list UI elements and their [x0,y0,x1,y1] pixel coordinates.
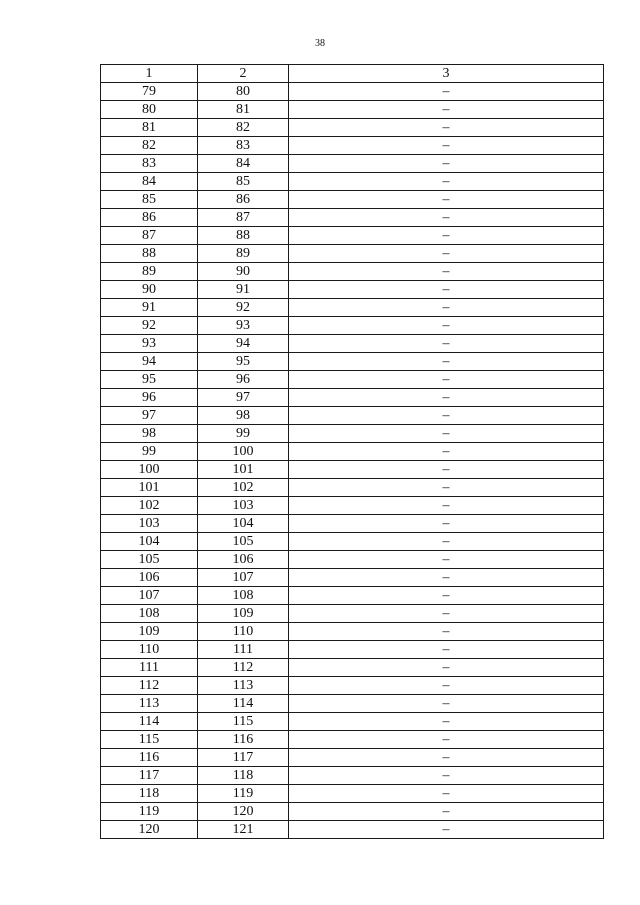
table-row [101,785,604,803]
table-row [101,515,604,533]
table-cell-col-3: – [289,713,604,731]
table-cell-col-3: – [289,623,604,641]
table-cell-col-3: – [289,443,604,461]
table-row [101,497,604,515]
table-cell-col-3: – [289,389,604,407]
table-cell-col-3: – [289,263,604,281]
table-cell-col-1: 92 [101,317,198,335]
table-cell-col-2: 116 [198,731,289,749]
table-row [101,425,604,443]
table-cell-col-1: 91 [101,299,198,317]
table-cell-col-2: 114 [198,695,289,713]
table-row [101,605,604,623]
table-cell-col-2: 102 [198,479,289,497]
table-cell-col-1: 99 [101,443,198,461]
data-table [100,64,604,839]
table-cell-col-2: 108 [198,587,289,605]
table-row [101,821,604,839]
table-cell-col-1: 110 [101,641,198,659]
table-cell-col-3: – [289,353,604,371]
table-cell-col-3: – [289,695,604,713]
table-cell-col-2: 85 [198,173,289,191]
table-cell-col-1: 86 [101,209,198,227]
table-cell-col-1: 114 [101,713,198,731]
table-cell-col-2: 90 [198,263,289,281]
table-cell-col-3: – [289,155,604,173]
table-cell-col-1: 79 [101,83,198,101]
table-cell-col-3: – [289,497,604,515]
table-cell-col-2: 82 [198,119,289,137]
table-row [101,731,604,749]
table-cell-col-1: 105 [101,551,198,569]
table-cell-col-2: 83 [198,137,289,155]
table-cell-col-1: 112 [101,677,198,695]
table-cell-col-1: 115 [101,731,198,749]
table-row [101,677,604,695]
table-cell-col-2: 99 [198,425,289,443]
table-row [101,155,604,173]
table-cell-col-1: 87 [101,227,198,245]
table-cell-col-2: 84 [198,155,289,173]
table-cell-col-2: 97 [198,389,289,407]
table-cell-col-2: 86 [198,191,289,209]
table-cell-col-2: 93 [198,317,289,335]
table-cell-col-1: 85 [101,191,198,209]
table-cell-col-2: 91 [198,281,289,299]
table-cell-col-2: 107 [198,569,289,587]
table-body [101,83,604,839]
table-cell-col-1: 102 [101,497,198,515]
table-cell-col-1: 88 [101,245,198,263]
page-number: 38 [315,38,325,49]
table-row [101,749,604,767]
table-cell-col-1: 80 [101,101,198,119]
table-cell-col-3: – [289,677,604,695]
table-cell-col-3: – [289,209,604,227]
table-cell-col-2: 106 [198,551,289,569]
table-cell-col-3: – [289,173,604,191]
table-row [101,119,604,137]
table-cell-col-3: – [289,137,604,155]
table-cell-col-3: – [289,425,604,443]
table-cell-col-3: – [289,749,604,767]
table-cell-col-2: 94 [198,335,289,353]
table-cell-col-3: – [289,83,604,101]
table-cell-col-3: – [289,335,604,353]
table-cell-col-1: 97 [101,407,198,425]
table-cell-col-3: – [289,767,604,785]
table-cell-col-3: – [289,371,604,389]
table-cell-col-3: – [289,479,604,497]
table-row [101,173,604,191]
table-cell-col-3: – [289,119,604,137]
header-row [101,65,604,83]
table-cell-col-3: – [289,551,604,569]
table-cell-col-2: 110 [198,623,289,641]
table-cell-col-3: – [289,569,604,587]
table-row [101,245,604,263]
table-cell-col-1: 95 [101,371,198,389]
table-cell-col-2: 87 [198,209,289,227]
table-cell-col-2: 81 [198,101,289,119]
table-cell-col-2: 121 [198,821,289,839]
table-cell-col-1: 84 [101,173,198,191]
table-row [101,317,604,335]
table-row [101,227,604,245]
table-cell-col-3: – [289,317,604,335]
table-cell-col-3: – [289,299,604,317]
header-cell-col-2: 2 [198,65,289,83]
table-cell-col-2: 101 [198,461,289,479]
table-cell-col-1: 116 [101,749,198,767]
table-row [101,281,604,299]
table-cell-col-1: 96 [101,389,198,407]
table-row [101,353,604,371]
table-cell-col-3: – [289,191,604,209]
table-cell-col-3: – [289,605,604,623]
table-cell-col-2: 120 [198,803,289,821]
table-cell-col-1: 90 [101,281,198,299]
table-cell-col-1: 93 [101,335,198,353]
table-cell-col-2: 117 [198,749,289,767]
table-cell-col-1: 101 [101,479,198,497]
table-cell-col-1: 108 [101,605,198,623]
table-cell-col-1: 111 [101,659,198,677]
table-cell-col-2: 109 [198,605,289,623]
table-cell-col-1: 82 [101,137,198,155]
table-cell-col-3: – [289,227,604,245]
table-cell-col-2: 92 [198,299,289,317]
table-row [101,461,604,479]
table-row [101,209,604,227]
table-row [101,263,604,281]
table-row [101,389,604,407]
table-cell-col-1: 120 [101,821,198,839]
table-cell-col-2: 112 [198,659,289,677]
table-cell-col-1: 109 [101,623,198,641]
table-header [101,65,604,83]
table-cell-col-2: 105 [198,533,289,551]
table-row [101,803,604,821]
table-row [101,551,604,569]
table-row [101,533,604,551]
table-cell-col-1: 98 [101,425,198,443]
table-row [101,479,604,497]
table-cell-col-3: – [289,785,604,803]
table-cell-col-2: 96 [198,371,289,389]
table-cell-col-1: 113 [101,695,198,713]
table-row [101,83,604,101]
table-row [101,101,604,119]
table-cell-col-2: 118 [198,767,289,785]
table-row [101,299,604,317]
table-cell-col-2: 80 [198,83,289,101]
table-row [101,191,604,209]
table-cell-col-1: 106 [101,569,198,587]
table-cell-col-3: – [289,821,604,839]
table-row [101,137,604,155]
table-cell-col-1: 89 [101,263,198,281]
table-cell-col-1: 104 [101,533,198,551]
table-row [101,695,604,713]
table-cell-col-2: 115 [198,713,289,731]
table-row [101,569,604,587]
table-cell-col-2: 95 [198,353,289,371]
table-cell-col-3: – [289,407,604,425]
table-cell-col-3: – [289,803,604,821]
table-cell-col-1: 119 [101,803,198,821]
table-cell-col-3: – [289,533,604,551]
table-cell-col-3: – [289,659,604,677]
table-row [101,443,604,461]
table-cell-col-2: 111 [198,641,289,659]
table-row [101,587,604,605]
table-cell-col-1: 81 [101,119,198,137]
table-cell-col-3: – [289,461,604,479]
table-cell-col-3: – [289,641,604,659]
table-cell-col-1: 103 [101,515,198,533]
header-cell-col-1: 1 [101,65,198,83]
table-cell-col-1: 100 [101,461,198,479]
table-cell-col-1: 118 [101,785,198,803]
table-cell-col-2: 89 [198,245,289,263]
table-row [101,767,604,785]
table-row [101,659,604,677]
table-cell-col-1: 94 [101,353,198,371]
table-cell-col-1: 83 [101,155,198,173]
table-cell-col-2: 100 [198,443,289,461]
table-cell-col-2: 104 [198,515,289,533]
table-cell-col-2: 119 [198,785,289,803]
table-cell-col-2: 88 [198,227,289,245]
table-row [101,641,604,659]
table-cell-col-2: 98 [198,407,289,425]
table-cell-col-1: 107 [101,587,198,605]
table-cell-col-3: – [289,515,604,533]
table-cell-col-2: 103 [198,497,289,515]
table-row [101,623,604,641]
table-cell-col-2: 113 [198,677,289,695]
table-row [101,407,604,425]
table-cell-col-3: – [289,101,604,119]
table-row [101,371,604,389]
table-cell-col-3: – [289,281,604,299]
table-cell-col-1: 117 [101,767,198,785]
table-cell-col-3: – [289,587,604,605]
table-cell-col-3: – [289,731,604,749]
table-cell-col-3: – [289,245,604,263]
header-cell-col-3: 3 [289,65,604,83]
table-row [101,335,604,353]
table-row [101,713,604,731]
